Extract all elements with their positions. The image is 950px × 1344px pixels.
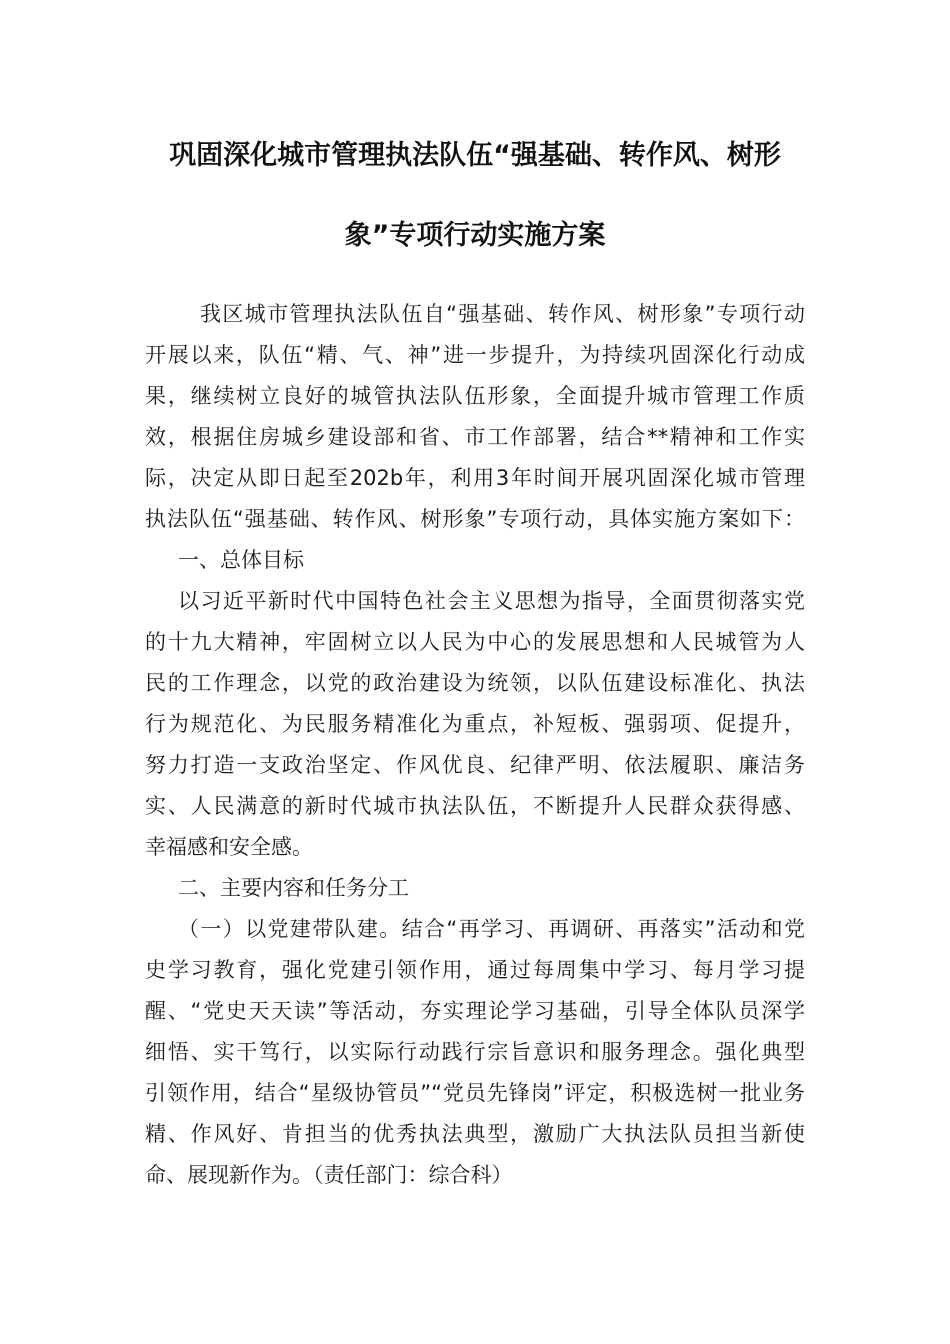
intro-paragraph-line: 开展以来，队伍“精、气、神”进一步提升，为持续巩固深化行动成 [145,343,805,367]
goal-paragraph-line: 以习近平新时代中国特色社会主义思想为指导，全面贯彻落实党 [178,589,805,613]
goal-paragraph-line: 的十九大精神，牢固树立以人民为中心的发展思想和人民城管为人 [145,630,805,654]
intro-paragraph-line: 际，决定从即日起至202b年，利用3年时间开展巩固深化城市管理 [145,466,805,490]
goal-paragraph-line: 实、人民满意的新时代城市执法队伍，不断提升人民群众获得感、 [145,794,805,818]
document-title-line-2: 象”专项行动实施方案 [344,220,606,251]
content-paragraph-line: （一）以党建带队建。结合“再学习、再调研、再落实”活动和党 [178,917,805,941]
content-paragraph-line: 史学习教育，强化党建引领作用，通过每周集中学习、每月学习提 [145,958,805,982]
document-title-line-1: 巩固深化城市管理执法队伍“强基础、转作风、树形 [169,140,781,171]
content-paragraph-line: 醒、“党史天天读”等活动，夯实理论学习基础，引导全体队员深学 [145,999,805,1023]
content-paragraph-line: 细悟、实干笃行，以实际行动践行宗旨意识和服务理念。强化典型 [145,1040,805,1064]
intro-paragraph-line: 我区城市管理执法队伍自“强基础、转作风、树形象”专项行动 [200,302,805,326]
goal-paragraph-line: 行为规范化、为民服务精准化为重点，补短板、强弱项、促提升， [145,712,805,736]
content-paragraph-line: 精、作风好、肯担当的优秀执法典型，激励广大执法队员担当新使 [145,1122,805,1146]
goal-paragraph-line: 努力打造一支政治坚定、作风优良、纪律严明、依法履职、廉洁务 [145,753,805,777]
goal-paragraph-line: 民的工作理念，以党的政治建设为统领，以队伍建设标准化、执法 [145,671,805,695]
goal-paragraph-line: 幸福感和安全感。 [145,835,313,859]
section-heading-overall-goal: 一、总体目标 [178,548,304,572]
intro-paragraph-line: 效，根据住房城乡建设部和省、市工作部署，结合**精神和工作实 [145,425,805,449]
content-paragraph-line: 命、展现新作为。（责任部门：综合科） [145,1163,513,1187]
intro-paragraph-line: 执法队伍“强基础、转作风、树形象”专项行动，具体实施方案如下： [145,507,805,531]
content-paragraph-line: 引领作用，结合“星级协管员”“党员先锋岗”评定，积极选树一批业务 [145,1081,805,1105]
section-heading-main-content: 二、主要内容和任务分工 [178,876,409,900]
intro-paragraph-line: 果，继续树立良好的城管执法队伍形象，全面提升城市管理工作质 [145,384,805,408]
